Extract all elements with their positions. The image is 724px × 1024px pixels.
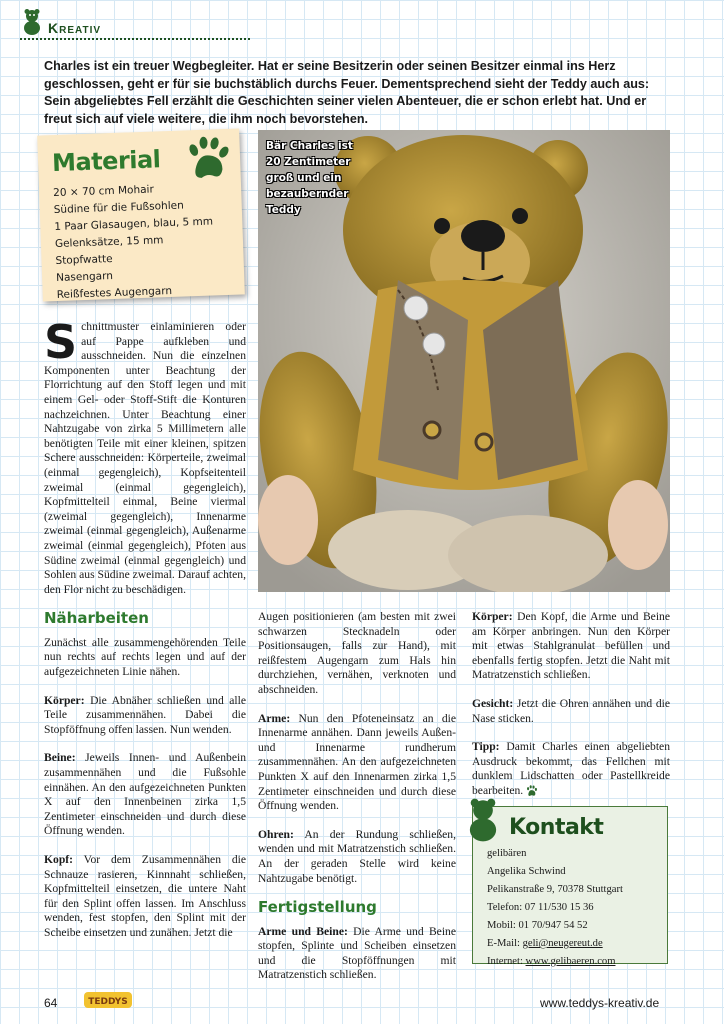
heading-naeharbeiten: Näharbeiten bbox=[44, 609, 149, 628]
paragraph: Arme: Nun den Pfoteneinsatz an die Innenarme annähen. Dann jeweils Außen- und Innenarme rundherum zusammennähen. An den aufgezeichneten Punkten X auf den Innenarmen zirka 1,5 Zentimeter einschneiden und durch diese Öffnung wenden. bbox=[258, 711, 456, 813]
paragraph: Tipp: Damit Charles einen abgeliebten Ausdruck bekommt, das Fellchen mit dunklem Lidschatten oder Pastellkreide bearbeiten. bbox=[472, 740, 670, 797]
material-item: Gelenksätze, 15 mm bbox=[54, 234, 164, 251]
footer-website[interactable]: www.teddys-kreativ.de bbox=[540, 996, 660, 1010]
bear-logo-icon bbox=[20, 8, 44, 36]
material-item: Nasengarn bbox=[55, 270, 114, 284]
heading-fertigstellung: Fertigstellung bbox=[258, 898, 377, 917]
contact-address: Pelikanstraße 9, 70378 Stuttgart bbox=[487, 884, 623, 895]
instructions-column-3 bbox=[472, 610, 670, 813]
intro-text: Charles ist ein treuer Wegbegleiter. Hat er seine Besitzerin oder seinen Besitzer einmal ins Herz geschlossen, geht er für sie buchstäblich durchs Feuer. Dementsprechend sieht der Teddy auch aus: Sein abgeliebtes Fell erzählt die Geschichten seiner vielen Abenteuer, die er schon erlebt hat. Und er freut sich auf viele weitere, die ihm noch bevorstehen. bbox=[44, 59, 650, 126]
contact-company: gelibären bbox=[487, 848, 527, 859]
paragraph: Beine: Jeweils Innen- und Außenbein zusammennähen und die Fußsohle einnähen. An den aufgezeichneten Punkten X auf den Innenbeinen zirka 1,5 Zentimeter einschneiden und durch diese Öffnung wenden. bbox=[44, 751, 246, 838]
paragraph: Zunächst alle zusammengehörenden Teile nun rechts auf rechts legen und auf der aufgezeichneten Linie nähen. bbox=[44, 635, 246, 679]
paragraph: Gesicht: Jetzt die Ohren annähen und die Nase sticken. bbox=[472, 696, 670, 725]
photo-caption: Bär Charles ist 20 Zentimeter groß und ein bezaubernder Teddy bbox=[266, 140, 353, 216]
page-number: 64 bbox=[44, 996, 58, 1010]
contact-email-row: E-Mail: geli@neugereut.de bbox=[487, 938, 603, 949]
paragraph: Augen positionieren (am besten mit zwei schwarzen Stecknadeln oder Positionsaugen, falls zur Hand), mit reißfestem Augengarn zum Hals hin durchziehen, vernähen, verknoten und abschneiden. bbox=[258, 610, 456, 696]
contact-box bbox=[472, 806, 668, 967]
contact-mobile: Mobil: 01 70/947 54 52 bbox=[487, 920, 588, 931]
contact-title: Kontakt bbox=[509, 815, 604, 840]
material-item: Reißfestes Augengarn bbox=[56, 284, 173, 301]
section-header bbox=[20, 8, 260, 42]
bear-logo-icon bbox=[463, 797, 503, 843]
instructions-column-2 bbox=[258, 610, 456, 997]
paragraph: Ohren: An der Rundung schließen, wenden und mit Matratzenstich schließen. An der geraden Stelle wird keine Nahtzugabe benötigt. bbox=[258, 827, 456, 885]
contact-web-row: Internet: www.gelibaeren.com bbox=[487, 956, 616, 967]
section-title: Kreativ bbox=[48, 20, 102, 36]
material-item: 20 × 70 cm Mohair bbox=[52, 183, 155, 200]
instructions-column-1 bbox=[44, 315, 246, 955]
dotted-divider bbox=[20, 38, 250, 40]
paragraph: Körper: Die Abnäher schließen und alle Teile zusammennähen. Dabei die Stopföffnung offen lassen. Nun wenden. bbox=[44, 693, 246, 736]
material-card bbox=[37, 129, 245, 302]
drop-cap: S bbox=[44, 315, 78, 369]
contact-name: Angelika Schwind bbox=[487, 866, 566, 877]
contact-details bbox=[487, 845, 623, 971]
material-title: Material bbox=[51, 145, 161, 178]
paw-icon bbox=[526, 785, 538, 797]
material-item: 1 Paar Glasaugen, blau, 5 mm bbox=[54, 215, 214, 234]
paw-icon bbox=[185, 135, 233, 183]
paragraph: Kopf: Vor dem Zusammennähen die Schnauze rasieren, Kinnnaht schließen, Kopfmittelteil einsetzen, die untere Naht für den Splint offen lassen. Im Anschluss wenden, fest stopfen, den Splint mit der Scheibe einsetzen und zunähen. Jetzt die bbox=[44, 853, 246, 939]
paragraph: Arme und Beine: Die Arme und Beine stopfen, Splinte und Scheiben einsetzen und die Stopföffnungen mit Matratzenstich schließen. bbox=[258, 924, 456, 982]
material-item: Südine für die Fußsohlen bbox=[53, 199, 184, 217]
material-list bbox=[53, 179, 233, 304]
material-item: Stopfwatte bbox=[55, 253, 113, 268]
email-link[interactable]: geli@neugereut.de bbox=[522, 938, 603, 949]
magazine-logo bbox=[84, 990, 132, 1010]
contact-phone: Telefon: 07 11/530 15 36 bbox=[487, 902, 594, 913]
paragraph: Schnittmuster einlaminieren oder auf Pappe aufkleben und ausschneiden. Nun die einzelnen Komponenten unter Beachtung der Florrichtung auf den Stoff legen und mit einem Gel- oder Stoff-Stift die Konturen nachzeichnen. Unter Beachtung einer Nahtzugabe von zirka 5 Millimetern alle benötigten Teile mit einer kleinen, spitzen Schere ausschneiden: Körperteile, zweimal (einmal gegengleich), Kopfseitenteil zweimal (einmal gegengleich), Kopfmittelteil einmal, Beine viermal (zweimal gegengleich), Innenarme zweimal (einmal gegengleich), Außenarme zweimal (einmal gegengleich), Pfoten aus Südine zweimal (einmal gegengleich) und Sohlen aus Südine zweimal. Darauf achten, den Flor nicht zu beschädigen. bbox=[44, 315, 246, 596]
website-link[interactable]: www.gelibaeren.com bbox=[525, 956, 616, 967]
svg-text:TEDDYS: TEDDYS bbox=[88, 997, 128, 1007]
paragraph: Körper: Den Kopf, die Arme und Beine am Körper anbringen. Nun den Körper mit etwas Stahlgranulat befüllen und ebenfalls fertig stopfen. Jetzt die Naht mit Matratzenstich schließen. bbox=[472, 610, 670, 682]
